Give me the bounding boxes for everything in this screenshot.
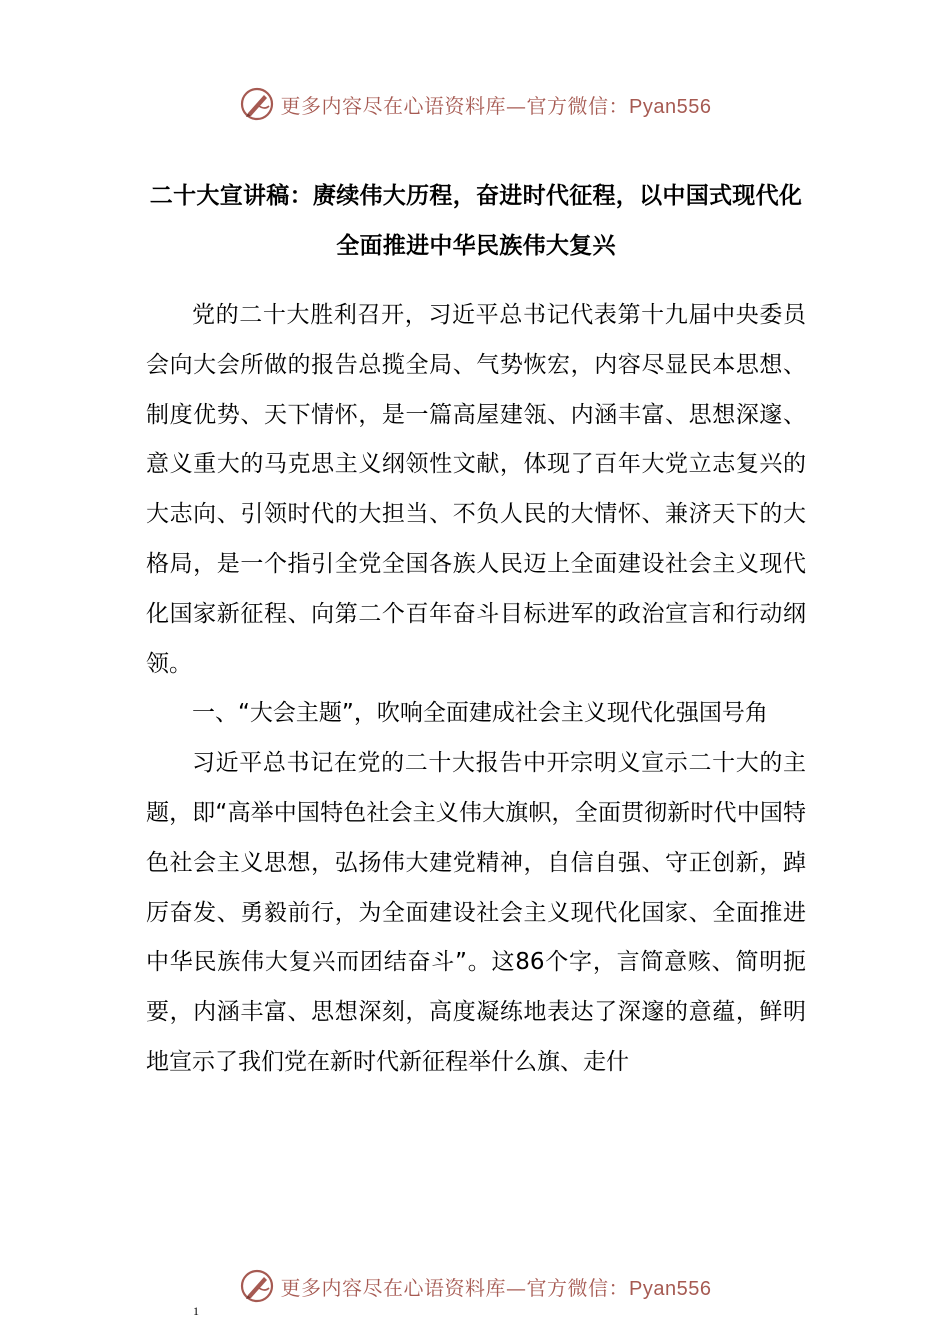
- watermark-main-text: 更多内容尽在心语资料库—官方微信：: [280, 93, 630, 118]
- watermark-main-text: 更多内容尽在心语资料库—官方微信：: [280, 1275, 630, 1300]
- document-body: [146, 291, 806, 1088]
- watermark-wechat-id: Pyan556: [629, 95, 712, 118]
- watermark-text: [281, 1272, 712, 1301]
- section-heading-1: 一、“大会主题”，吹响全面建成社会主义现代化强国号角: [192, 700, 768, 727]
- page-number: 1: [193, 1304, 199, 1318]
- footer-watermark: [0, 1264, 950, 1308]
- watermark-text: [281, 90, 712, 119]
- paragraph-theme: 习近平总书记在党的二十大报告中开宗明义宣示二十大的主题，即“高举中国特色社会主义伟大旗帜，全面贯彻新时代中国特色社会主义思想，弘扬伟大建党精神，自信自强、守正创新，踔厉奋发、勇毅前行，为全面建设社会主义现代化国家、全面推进中华民族伟大复兴而团结奋斗”。这86个字，言简意赅、简明扼要，内涵丰富、思想深刻，高度凝练地表达了深邃的意蕴，鲜明地宣示了我们党在新时代新征程举什么旗、走什: [146, 750, 806, 1075]
- paragraph-intro: 党的二十大胜利召开，习近平总书记代表第十九届中央委员会向大会所做的报告总揽全局、气势恢宏，内容尽显民本思想、制度优势、天下情怀，是一篇高屋建瓴、内涵丰富、思想深邃、意义重大的马克思主义纲领性文献，体现了百年大党立志复兴的大志向、引领时代的大担当、不负人民的大情怀、兼济天下的大格局，是一个指引全党全国各族人民迈上全面建设社会主义现代化国家新征程、向第二个百年奋斗目标进军的政治宣言和行动纲领。: [146, 302, 806, 677]
- pen-logo-icon: [239, 1268, 275, 1304]
- watermark-wechat-id: Pyan556: [629, 1277, 712, 1300]
- document-title: 二十大宣讲稿：赓续伟大历程，奋进时代征程，以中国式现代化全面推进中华民族伟大复兴: [149, 183, 803, 259]
- pen-logo-icon: [239, 86, 275, 122]
- header-watermark: [0, 82, 950, 126]
